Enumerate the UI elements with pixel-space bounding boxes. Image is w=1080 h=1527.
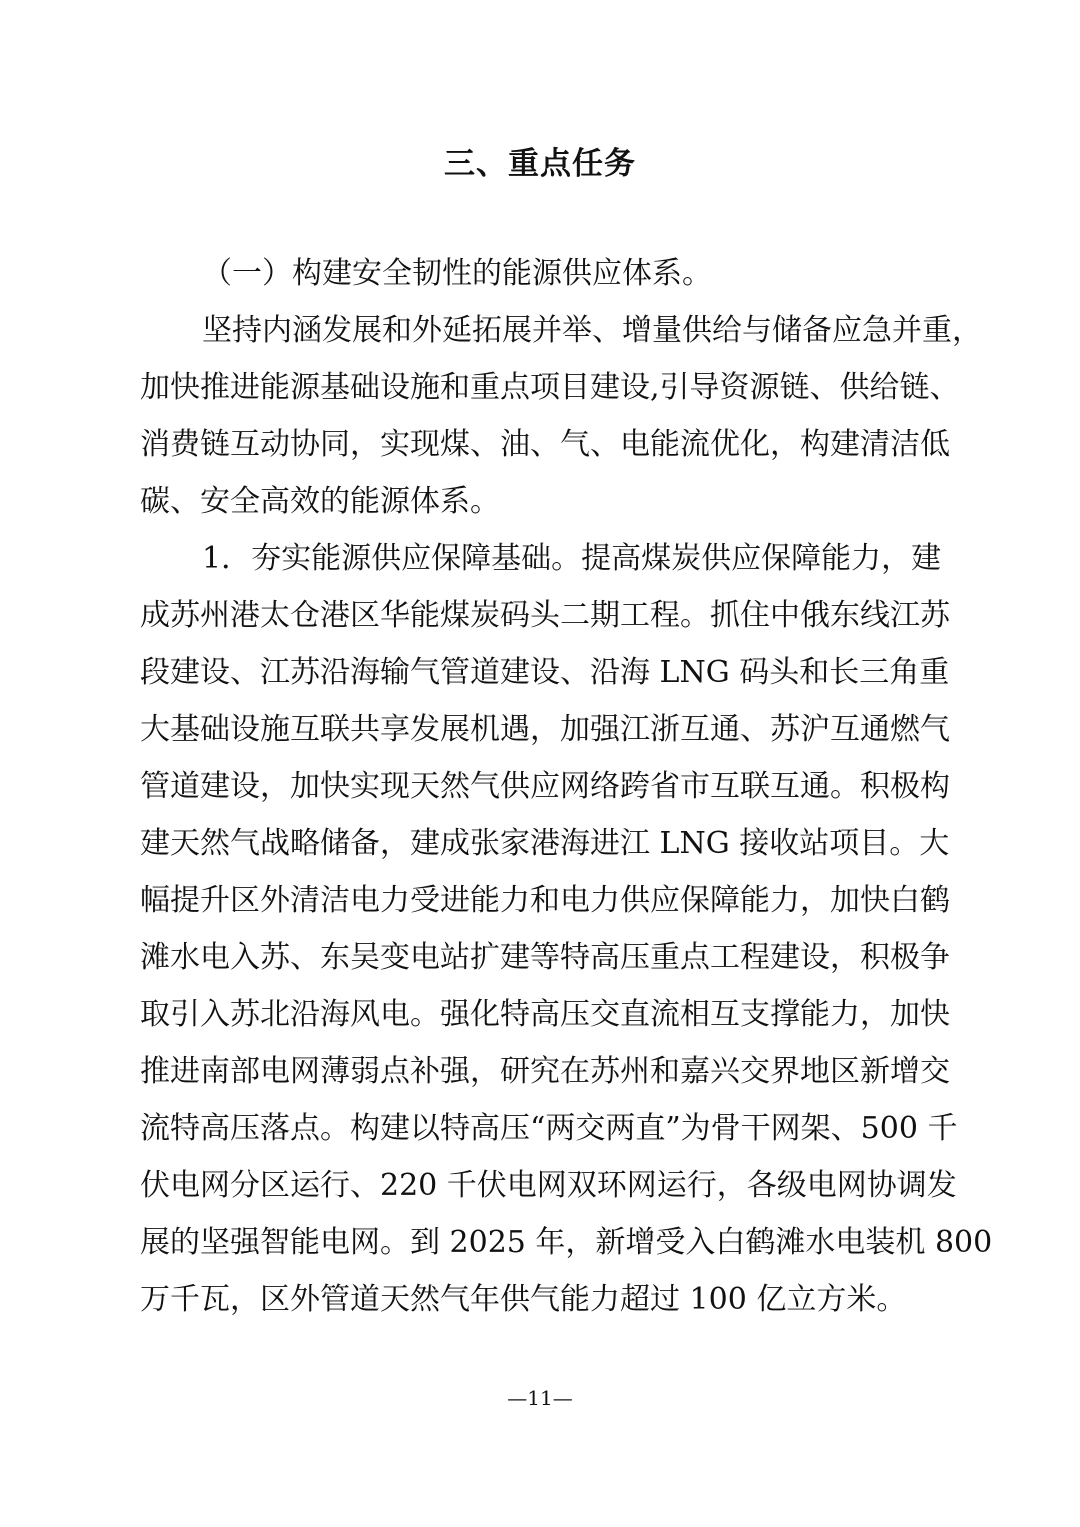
subsection-heading: （一）构建安全韧性的能源供应体系。 xyxy=(202,256,712,291)
paragraph-line: 流特高压落点。构建以特高压“两交两直”为骨干网架、500 千 xyxy=(140,1111,958,1146)
paragraph-line: 1．夯实能源供应保障基础。提高煤炭供应保障能力，建 xyxy=(202,541,942,576)
paragraph-line: 加快推进能源基础设施和重点项目建设,引导资源链、供给链、 xyxy=(140,370,960,405)
page-number: —11— xyxy=(507,1386,573,1410)
paragraph-line: 成苏州港太仓港区华能煤炭码头二期工程。抓住中俄东线江苏 xyxy=(140,598,950,633)
paragraph-line: 展的坚强智能电网。到 2025 年，新增受入白鹤滩水电装机 800 xyxy=(140,1225,993,1260)
paragraph-line: 坚持内涵发展和外延拓展并举、增量供给与储备应急并重， xyxy=(202,313,982,348)
paragraph-line: 碳、安全高效的能源体系。 xyxy=(140,484,500,519)
paragraph-line: 伏电网分区运行、220 千伏电网双环网运行，各级电网协调发 xyxy=(140,1168,957,1203)
paragraph-line: 滩水电入苏、东吴变电站扩建等特高压重点工程建设，积极争 xyxy=(140,940,950,975)
paragraph-line: 幅提升区外清洁电力受进能力和电力供应保障能力，加快白鹤 xyxy=(140,883,950,918)
paragraph-line: 管道建设，加快实现天然气供应网络跨省市互联互通。积极构 xyxy=(140,769,950,804)
paragraph-line: 大基础设施互联共享发展机遇，加强江浙互通、苏沪互通燃气 xyxy=(140,712,950,747)
section-title: 三、重点任务 xyxy=(444,146,636,182)
paragraph-line: 建天然气战略储备，建成张家港海进江 LNG 接收站项目。大 xyxy=(140,826,950,861)
paragraph-line: 推进南部电网薄弱点补强，研究在苏州和嘉兴交界地区新增交 xyxy=(140,1054,950,1089)
paragraph-line: 段建设、江苏沿海输气管道建设、沿海 LNG 码头和长三角重 xyxy=(140,655,950,690)
paragraph-line: 万千瓦，区外管道天然气年供气能力超过 100 亿立方米。 xyxy=(140,1282,907,1317)
paragraph-line: 取引入苏北沿海风电。强化特高压交直流相互支撑能力，加快 xyxy=(140,997,950,1032)
paragraph-line: 消费链互动协同，实现煤、油、气、电能流优化，构建清洁低 xyxy=(140,427,950,462)
